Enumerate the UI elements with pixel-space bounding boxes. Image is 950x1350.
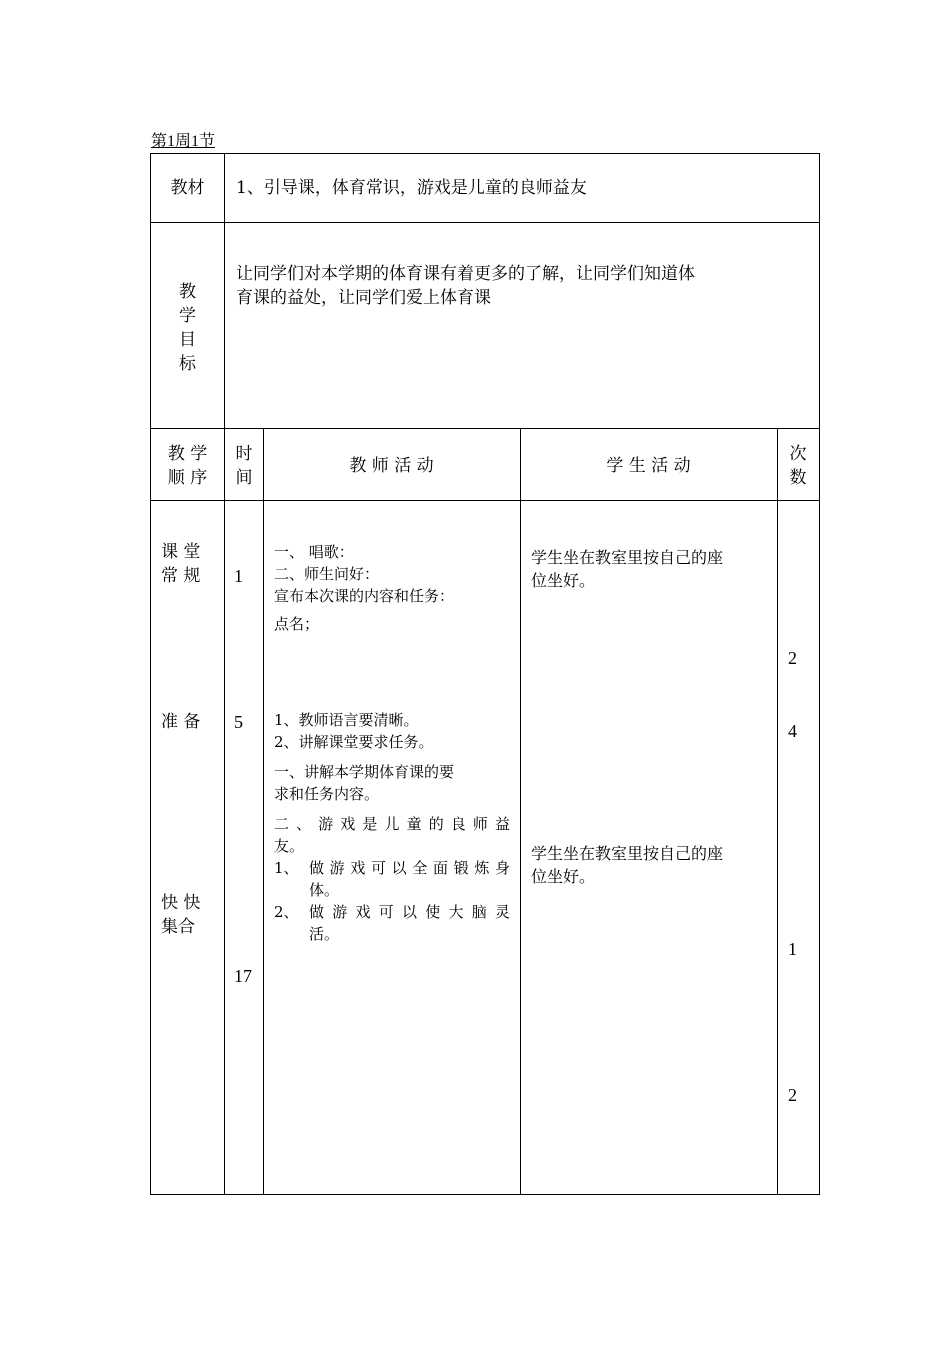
- time-value: 17: [234, 966, 252, 986]
- section-routine: 课 堂 常 规: [161, 542, 201, 586]
- count-value: 1: [788, 939, 797, 959]
- time-value: 5: [234, 712, 243, 732]
- header-teacher-activity: 教 师 活 动: [349, 456, 434, 476]
- page-heading: 第1周1节: [151, 133, 216, 150]
- teacher-activity-explain: 一、讲解本学期体育课的要 求和任务内容。: [274, 763, 455, 803]
- header-count: 次 数: [789, 444, 807, 488]
- count-value: 2: [788, 648, 797, 668]
- count-value: 4: [788, 721, 797, 741]
- teacher-activity-opening: 一、 唱歌： 二、师生问好： 宣布本次课的内容和任务：: [274, 543, 455, 605]
- section-gather: 快 快 集合: [161, 893, 201, 937]
- header-student-activity: 学 生 活 动: [606, 456, 691, 476]
- header-order: 教 学 顺 序: [167, 444, 208, 488]
- count-value: 2: [788, 1085, 797, 1105]
- teacher-activity-item-number: 1、: [274, 859, 299, 877]
- section-prepare: 准 备: [161, 712, 201, 732]
- teacher-activity-item: 做游戏可以使大脑灵 活。: [309, 903, 510, 943]
- teacher-activity-item-number: 2、: [274, 903, 299, 921]
- teacher-activity-requirements: 1、教师语言要清晰。 2、讲解课堂要求任务。: [274, 711, 434, 751]
- teacher-activity-item: 做游戏可以全面锻炼身 体。: [309, 859, 510, 899]
- time-value: 1: [234, 566, 243, 586]
- material-label: 教材: [170, 178, 205, 198]
- objective-content: 让同学们对本学期的体育课有着更多的了解，让同学们知道体 育课的益处，让同学们爱上体育课: [236, 264, 695, 308]
- objective-label: 教 学 目 标: [179, 282, 196, 374]
- teacher-activity-games: 二、游戏是儿童的良师益 友。: [274, 815, 510, 855]
- material-content: 1、引导课，体育常识，游戏是儿童的良师益友: [236, 178, 587, 198]
- student-activity: 学生坐在教室里按自己的座 位坐好。: [531, 844, 724, 886]
- student-activity: 学生坐在教室里按自己的座 位坐好。: [531, 548, 724, 590]
- teacher-activity-rollcall: 点名；: [274, 615, 320, 633]
- header-time: 时 间: [235, 444, 253, 488]
